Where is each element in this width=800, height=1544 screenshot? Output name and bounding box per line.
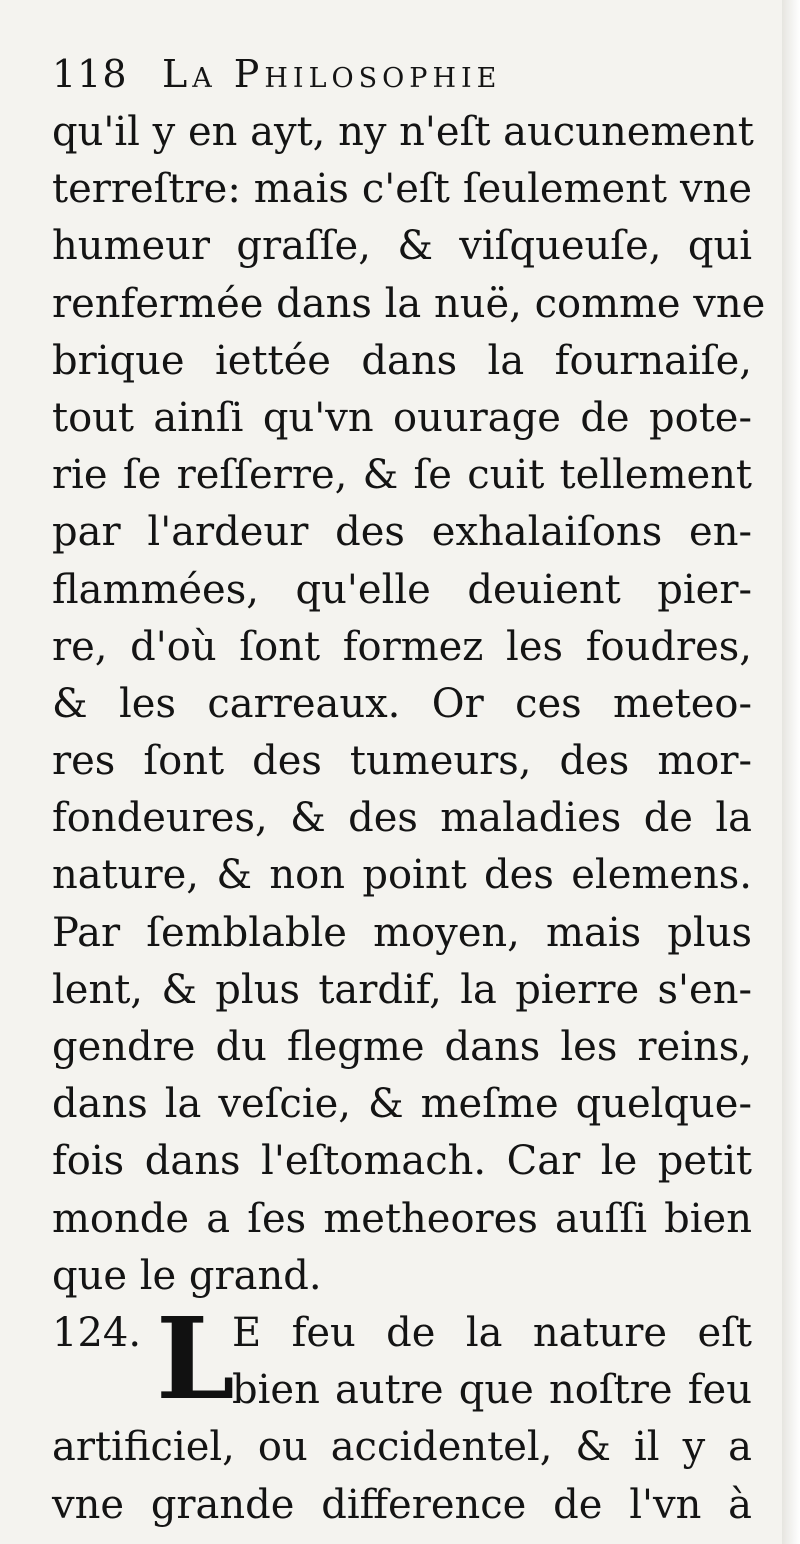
text-line: brique iettée dans la fournaiſe, — [52, 337, 752, 384]
text-line: lent, & plus tardif, la pierre s'en- — [52, 966, 752, 1013]
text-line: vne grande difference de l'vn à — [52, 1481, 752, 1528]
page-edge-shadow — [782, 0, 800, 1544]
text-line: rie ſe reſſerre, & ſe cuit tellement — [52, 452, 752, 499]
text-line: terreſtre: mais c'eſt ſeulement vne — [52, 166, 752, 213]
running-header — [52, 44, 752, 104]
drop-cap-lines — [232, 1305, 752, 1419]
text-line: humeur graſſe, & viſqueuſe, qui — [52, 223, 752, 270]
text-line: monde a ſes metheores auſſi bien — [52, 1195, 752, 1242]
text-block — [52, 44, 766, 1534]
running-title: La Philosophie — [162, 52, 502, 96]
text-line: nature, & non point des elemens. — [52, 852, 752, 899]
section-opening — [52, 1293, 752, 1425]
text-line: par l'ardeur des exhalaiſons en- — [52, 509, 752, 556]
text-line: & les carreaux. Or ces meteo- — [52, 680, 752, 727]
text-line: res ſont des tumeurs, des mor- — [52, 738, 752, 785]
text-line: E feu de la nature eſt — [232, 1309, 752, 1356]
text-line: qu'il y en ayt, ny n'eſt aucunement — [52, 109, 754, 155]
drop-cap: L — [156, 1293, 235, 1425]
text-line: artificiel, ou accidentel, & il y a — [52, 1424, 752, 1471]
text-line: re, d'où ſont formez les foudres, — [52, 623, 752, 670]
text-line: dans la veſcie, & meſme quelque- — [52, 1081, 752, 1128]
paragraph-end-line: que le grand. — [52, 1252, 322, 1299]
page-number: 118 — [52, 52, 128, 96]
text-line: bien autre que noſtre feu — [232, 1367, 752, 1414]
section-number: 124. — [52, 1309, 142, 1356]
text-line: flammées, qu'elle deuient pier- — [52, 566, 752, 613]
text-line: fondeures, & des maladies de la — [52, 795, 752, 842]
text-line: fois dans l'eſtomach. Car le petit — [52, 1138, 752, 1185]
text-line: tout ainſi qu'vn ouurage de pote- — [52, 394, 752, 441]
text-line: gendre du flegme dans les reins, — [52, 1024, 752, 1070]
text-line: renfermée dans la nuë, comme vne — [52, 280, 766, 327]
text-line: Par ſemblable moyen, mais plus — [52, 909, 752, 956]
